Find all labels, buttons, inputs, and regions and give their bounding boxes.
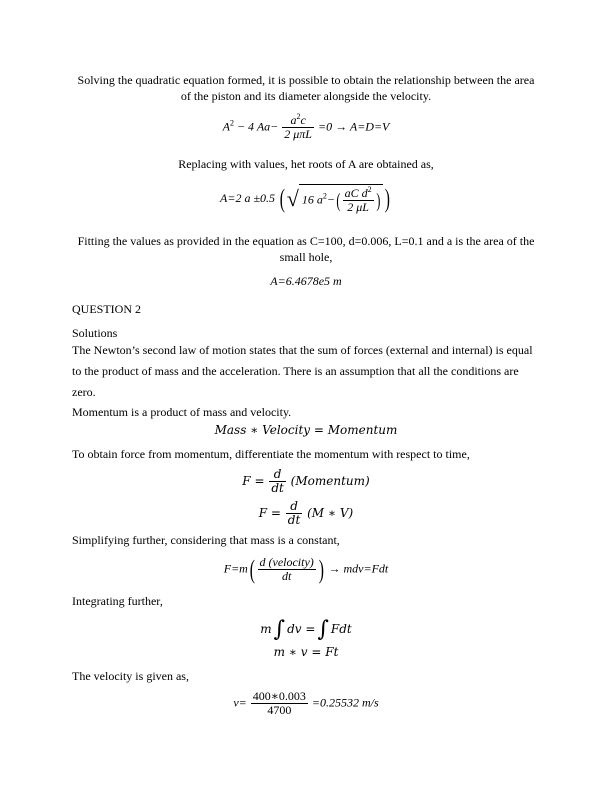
equation-mdv: F=m( $\frac{\text{d (velocity)}}{dt}$ ) → mdv=Fdt	[223, 554, 389, 584]
equation-quadratic: $A^2 - 4$ Aa− $\frac{a^2c}{\text{2 μπL}}$ =0 → A=D=V	[222, 112, 390, 141]
paragraph-momentum: Momentum is a product of mass and velocity.	[72, 405, 292, 419]
paragraph-velocity: The velocity is given as,	[72, 669, 189, 683]
paragraph-quadratic: Solving the quadratic equation formed, it is possible to obtain the relationship between the area	[77, 73, 535, 87]
equation-result-area: A=6.4678e5 m	[270, 274, 342, 288]
equation-roots: A=2 a ±0.5 (√ 16 $a^2-$( $\frac{aC d^2}{2 \mu L}$ ) )	[220, 184, 391, 214]
solutions-label: Solutions	[72, 326, 118, 340]
paragraph-force: To obtain force from momentum, differentiate the momentum with respect to time,	[72, 447, 470, 461]
paragraph-fitting: Fitting the values as provided in the equation as C=100, d=0.006, L=0.1 and a is the area of the	[77, 234, 535, 248]
fraction: $\frac{400∗0.003}{4700}$	[252, 689, 306, 717]
fraction: $\frac{\text{d (velocity)}}{dt}$	[259, 555, 314, 583]
paragraph-simplifying: Simplifying further, considering that mass is a constant,	[72, 533, 340, 547]
fraction: $\frac{d}{dt}$	[287, 499, 301, 527]
paragraph-quadratic-cont: of the piston and its diameter alongside the velocity.	[180, 89, 432, 103]
equation-velocity: v= $\frac{400∗0.003}{4700}$ =0.25532 m/s	[233, 689, 379, 717]
paragraph-fitting-cont: small hole,	[279, 250, 333, 264]
fraction: $\frac{aC d^2}{2 \mu L}$	[344, 185, 372, 214]
equation-integral: m∫ dv =∫ Fdt	[260, 617, 352, 642]
question-heading: QUESTION 2	[72, 302, 141, 316]
equation-force-momentum: F = $\frac{d}{dt}$ (Momentum)	[242, 467, 370, 495]
paragraph-replacing: Replacing with values, het roots of A are obtained as,	[178, 157, 434, 171]
paragraph-newton: The Newton’s second law of motion states that the sum of forces (external and internal) is equal	[72, 343, 533, 357]
equation-mv-ft: m ∗ v = Ft	[273, 645, 339, 659]
paragraph-newton-end: zero.	[72, 385, 96, 399]
paragraph-newton-cont: to the product of mass and the acceleration. There is an assumption that all the conditions are	[72, 364, 519, 378]
equation-force-mv: F = $\frac{d}{dt}$ (M ∗ V)	[258, 499, 354, 527]
fraction: $\frac{a^2c}{\text{2 μπL}}$	[284, 112, 312, 141]
fraction: $\frac{d}{dt}$	[271, 467, 284, 495]
equation-momentum: Mass ∗ Velocity = Momentum	[214, 423, 398, 437]
paragraph-integrating: Integrating further,	[72, 594, 163, 608]
